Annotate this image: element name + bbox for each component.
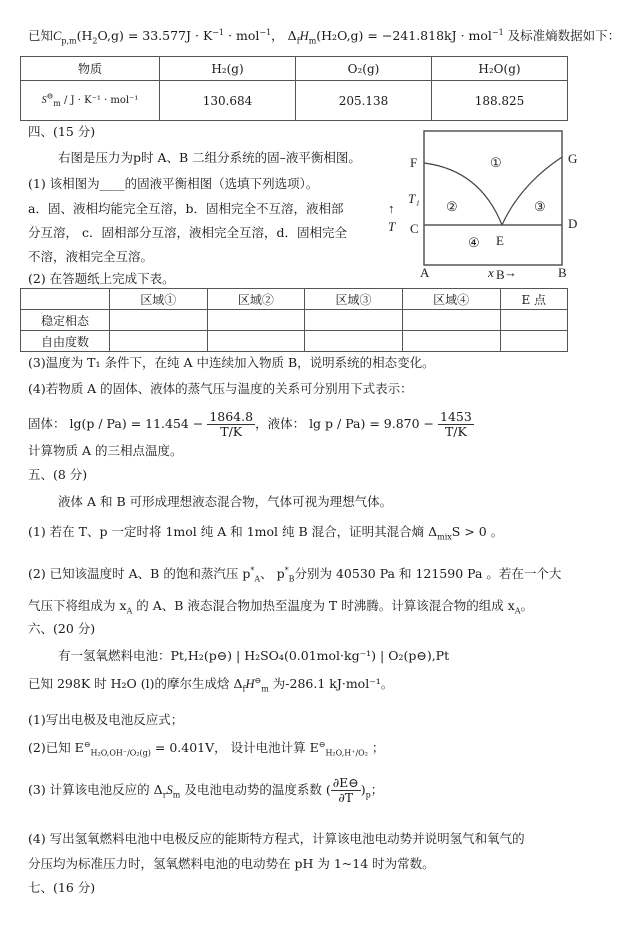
liquidus-left	[424, 163, 502, 225]
label-e: E	[496, 233, 504, 248]
q5-title: 五、(8 分)	[28, 467, 88, 482]
region-3: ③	[534, 199, 546, 214]
label-t1: T₁	[408, 191, 420, 206]
q6-title: 六、(20 分)	[28, 621, 96, 636]
label-g: G	[568, 151, 578, 166]
label-xb: x	[488, 265, 494, 280]
svg-text:B: B	[496, 267, 505, 282]
phase-diagram	[370, 125, 601, 285]
entropy-table: 物质 H₂(g) O₂(g) H₂O(g) $S^⊖_m / J \cdot K^{-1} \cdot mol^{-1}$ 130.684 205.138 188.825	[20, 56, 568, 121]
label-c: C	[410, 221, 419, 236]
phase-table: 区域① 区域② 区域③ 区域④ E 点 稳定相态 自由度数	[20, 288, 568, 352]
label-d: D	[568, 216, 578, 231]
diagram-frame	[424, 131, 562, 265]
vapor-pressure-formulas: 固体： lg(p / Pa) = 11.454 − $\frac{1864.8}{T/K}$ ，液体： lg p / Pa) = 9.870 − $\frac{1453}{T/K}$	[28, 409, 472, 439]
region-2: ②	[446, 199, 458, 214]
liquidus-right	[502, 157, 562, 225]
entropy-row-label: $S^⊖_m / J \cdot K^{-1} \cdot mol^{-1}$	[21, 81, 160, 121]
svg-text:→: →	[504, 265, 517, 280]
label-b: B	[558, 265, 567, 280]
q7-title: 七、(16 分)	[28, 880, 96, 895]
exam-page: 已知$C_{p,m}(H_2O,g) = 33.577J \cdot K^{-1} \cdot mol^{-1}$， $\Delta_fH_m(H_2O,g) = -241.818kJ \cdot mol^{-1}$ 及标准熵数据如下： 物质 H₂(g) O₂(g) H₂O(g) $S^⊖_m / J \cdot K^{-1} \cdot mol^{-1}$ 130.684 205.138 188.825 四、(15 分) 右图是压力为p时 A、B 二组分系统的固–液平衡相图。 (1) 该相图为____的固液平衡相图（选填下列选项）。 a．固、液相均能完全互溶，b．固相完全不互溶，液相部 分互溶， c．固相部分互溶，液相完全互溶，d．固相完全 不溶，液相完全互溶。 (2) 在答题纸上完成下表。 F G C D E T₁ ↑ T A B x B → ① ② ③ ④ 区域① 区域② 区域③ 区域④ E 点 稳定相态 自由度数 (3)温度为 T₁ 条件下，在纯 A 中连续加入物质 B，说明系统的相态变化。 (4)若物质 A 的固体、液体的蒸气压与温度的关系可分别用下式表示： 固体： lg(p / Pa) = 11.454 − $\frac{1864.8}{T/K}$ ，液体： lg p / Pa) = 9.870 − $\frac{1453}{T/K}$ 计算物质 A 的三相点温度。 五、(8 分) 液体 A 和 B 可形成理想液态混合物，气体可视为理想气体。 (1) 若在 T、p 一定时将 1mol 纯 A 和 1mol 纯 B 混合，证明其混合熵 $\Delta_{mix}S > 0$ 。 (2) 已知该温度时 A、B 的饱和蒸汽压 $p^*_A$、 $p^*_B$分别为 40530 Pa 和 121590 Pa 。若在一个大 气压下将组成为 $x_A$ 的 A、B 液态混合物加热至温度为 T 时沸腾。计算该混合物的组成 $x_A$。 六、(20 分) 有一氢氧燃料电池：Pt,H₂(p⊖) | H₂SO₄(0.01mol·kg⁻¹) | O₂(p⊖),Pt 已知 298K 时 H₂O (l)的摩尔生成焓 $\Delta_fH^⊖_m$ 为-286.1 kJ·mol⁻¹。 (1)写出电极及电池反应式； (2)已知 $E^⊖_{H_2O,OH^-/O_2(g)} = 0.401V$， 设计电池计算 $E^⊖_{H_2O,H^+/O_2}$ ； (3) 计算该电池反应的 $\Delta_rS_m$ 及电池电动势的温度系数 ( $\frac{\partial E⊖}{\partial T}$ )$_p$； (4) 写出氢氧燃料电池中电极反应的能斯特方程式，计算该电池电动势并说明氢气和氧气的 分压均为标准压力时，氢氧燃料电池的电动势在 pH 为 1~14 时为常数。 七、(16 分)	[0, 0, 601, 934]
region-4: ④	[468, 235, 480, 250]
region-1: ①	[490, 155, 502, 170]
t-arrow-icon: ↑	[388, 201, 395, 216]
intro-line: 已知$C_{p,m}(H_2O,g) = 33.577J \cdot K^{-1} \cdot mol^{-1}$， $\Delta_fH_m(H_2O,g) = -241.818kJ \cdot mol^{-1}$ 及标准熵数据如下：	[28, 27, 620, 46]
label-a: A	[420, 265, 430, 280]
q4-title: 四、(15 分)	[28, 124, 96, 139]
label-t: T	[388, 219, 396, 234]
label-f: F	[410, 155, 418, 170]
